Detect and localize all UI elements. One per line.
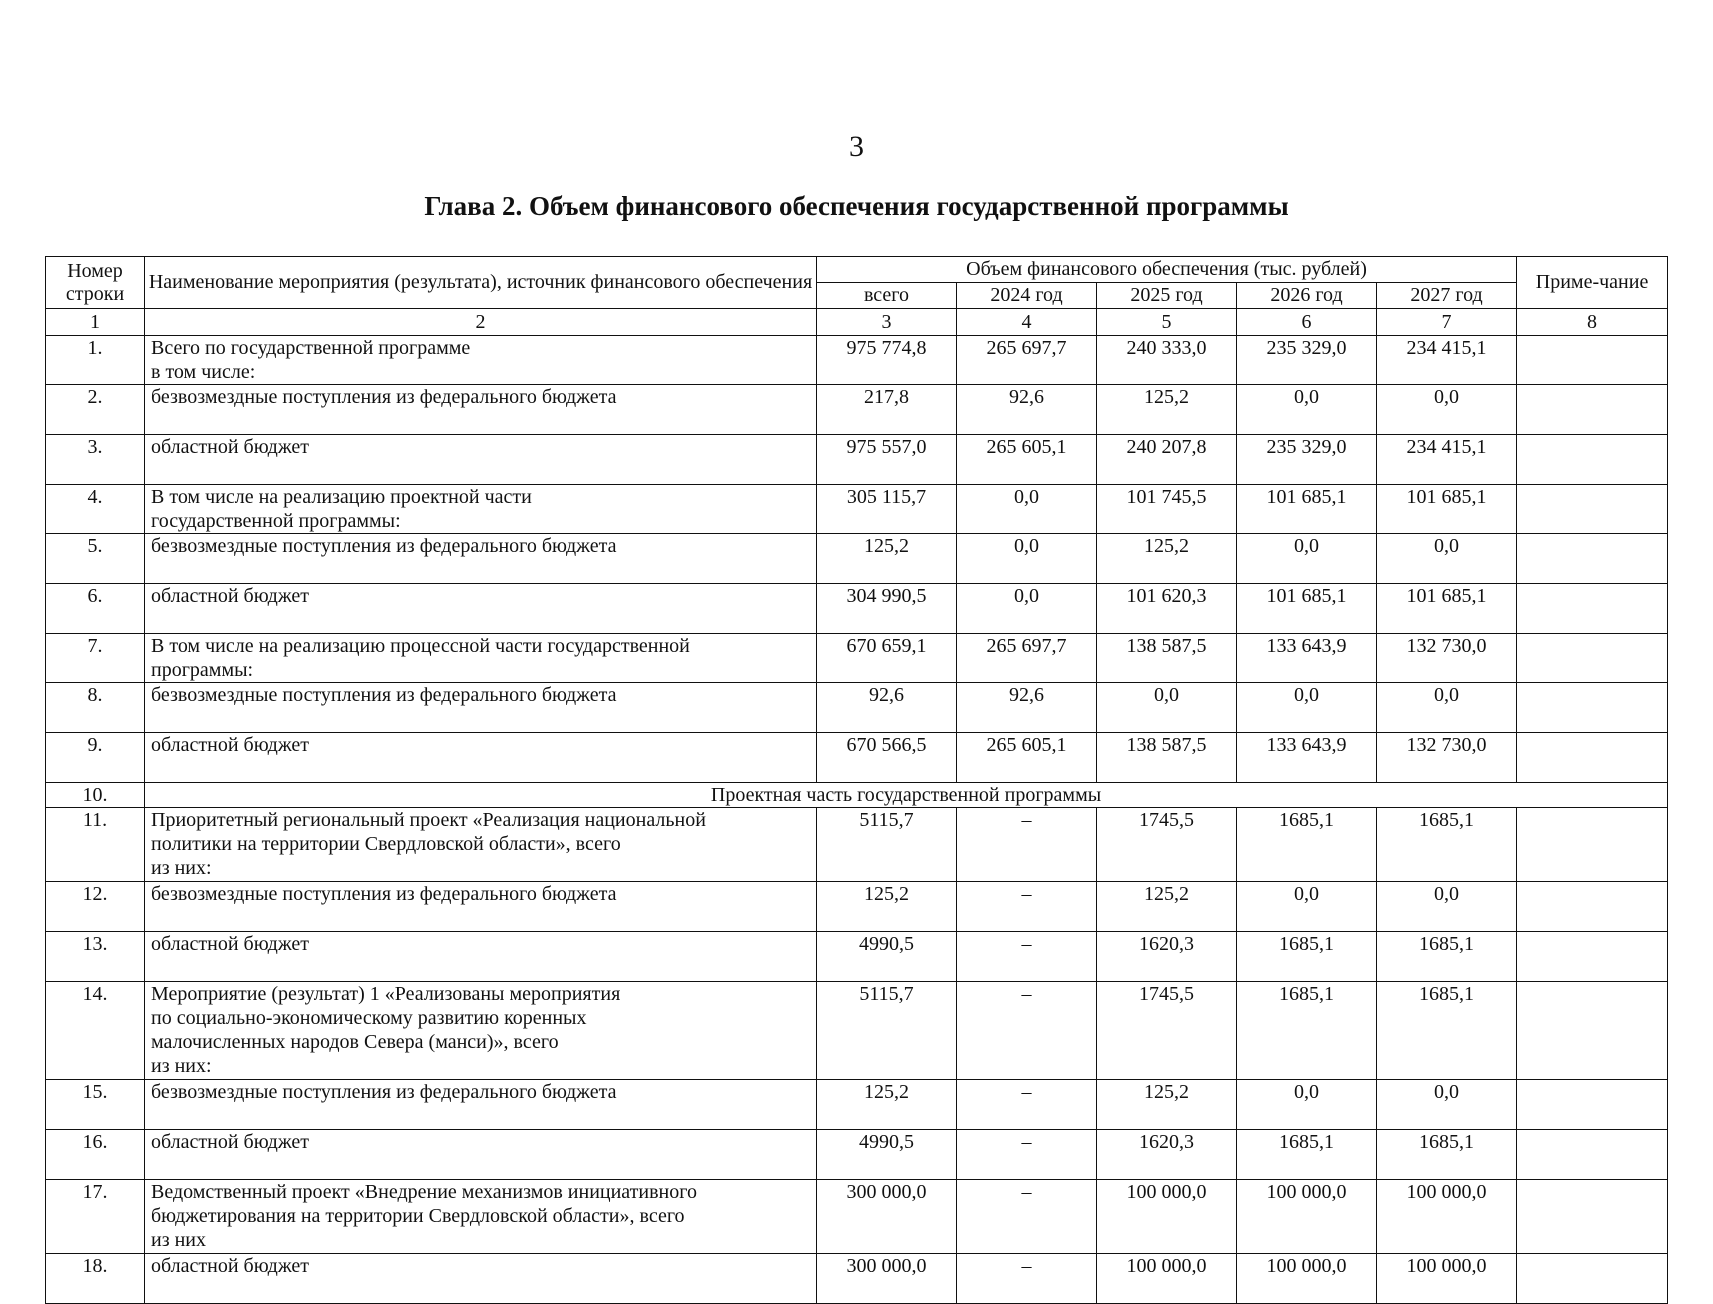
column-number: 4 (957, 309, 1097, 336)
year-2025-cell: 101 745,5 (1097, 485, 1237, 534)
row-number-cell: 17. (46, 1180, 145, 1254)
year-2024-cell: 265 605,1 (957, 435, 1097, 485)
note-cell (1517, 435, 1668, 485)
table-row (46, 534, 1668, 584)
table-row (46, 683, 1668, 733)
year-2025-cell: 240 207,8 (1097, 435, 1237, 485)
year-2024-cell: 92,6 (957, 683, 1097, 733)
year-2025-cell: 1620,3 (1097, 1130, 1237, 1180)
year-2026-cell: 101 685,1 (1237, 485, 1377, 534)
year-2027-cell: 1685,1 (1377, 1130, 1517, 1180)
row-number-cell: 14. (46, 982, 145, 1080)
year-2027-cell: 234 415,1 (1377, 435, 1517, 485)
table-row (46, 932, 1668, 982)
year-2026-cell: 0,0 (1237, 882, 1377, 932)
year-2026-cell: 1685,1 (1237, 982, 1377, 1080)
row-number-cell: 11. (46, 808, 145, 882)
row-number-cell: 8. (46, 683, 145, 733)
table-row (46, 1080, 1668, 1130)
note-cell (1517, 982, 1668, 1080)
table-row (46, 634, 1668, 683)
row-number-cell: 1. (46, 336, 145, 385)
table-row (46, 584, 1668, 634)
year-2027-cell: 100 000,0 (1377, 1180, 1517, 1254)
total-cell: 300 000,0 (817, 1254, 957, 1304)
note-cell (1517, 733, 1668, 783)
column-number: 8 (1517, 309, 1668, 336)
year-2025-cell: 125,2 (1097, 1080, 1237, 1130)
item-name-cell: безвозмездные поступления из федерального бюджета (145, 882, 817, 932)
year-2025-cell: 138 587,5 (1097, 634, 1237, 683)
note-cell (1517, 634, 1668, 683)
table-row (46, 808, 1668, 882)
row-number-cell: 5. (46, 534, 145, 584)
header-year-2024: 2024 год (957, 283, 1097, 309)
table-row (46, 1254, 1668, 1304)
item-name-cell: Всего по государственной программе в том числе: (145, 336, 817, 385)
year-2024-cell: 265 697,7 (957, 336, 1097, 385)
total-cell: 975 557,0 (817, 435, 957, 485)
header-year-2025: 2025 год (1097, 283, 1237, 309)
year-2027-cell: 0,0 (1377, 385, 1517, 435)
financing-table (45, 256, 1668, 1304)
year-2027-cell: 101 685,1 (1377, 584, 1517, 634)
note-cell (1517, 584, 1668, 634)
item-name-cell: безвозмездные поступления из федерального бюджета (145, 683, 817, 733)
year-2024-cell: 265 605,1 (957, 733, 1097, 783)
note-cell (1517, 336, 1668, 385)
year-2025-cell: 125,2 (1097, 882, 1237, 932)
total-cell: 670 659,1 (817, 634, 957, 683)
table-row (46, 1130, 1668, 1180)
year-2026-cell: 100 000,0 (1237, 1180, 1377, 1254)
year-2027-cell: 132 730,0 (1377, 733, 1517, 783)
total-cell: 92,6 (817, 683, 957, 733)
table-header (46, 257, 1668, 309)
year-2027-cell: 100 000,0 (1377, 1254, 1517, 1304)
item-name-cell: Ведомственный проект «Внедрение механизмов инициативного бюджетирования на территории Свердловской области», всего из них (145, 1180, 817, 1254)
total-cell: 304 990,5 (817, 584, 957, 634)
item-name-cell: областной бюджет (145, 1254, 817, 1304)
column-numbers-row (46, 309, 1668, 336)
year-2026-cell: 1685,1 (1237, 808, 1377, 882)
row-number-cell: 18. (46, 1254, 145, 1304)
year-2024-cell: 92,6 (957, 385, 1097, 435)
year-2026-cell: 101 685,1 (1237, 584, 1377, 634)
header-volume: Объем финансового обеспечения (тыс. рублей) (817, 257, 1517, 283)
year-2024-cell: – (957, 808, 1097, 882)
note-cell (1517, 534, 1668, 584)
item-name-cell: В том числе на реализацию проектной части государственной программы: (145, 485, 817, 534)
header-year-2026: 2026 год (1237, 283, 1377, 309)
year-2026-cell: 133 643,9 (1237, 733, 1377, 783)
year-2024-cell: – (957, 1130, 1097, 1180)
item-name-cell: областной бюджет (145, 733, 817, 783)
year-2025-cell: 1745,5 (1097, 808, 1237, 882)
total-cell: 305 115,7 (817, 485, 957, 534)
item-name-cell: безвозмездные поступления из федерального бюджета (145, 534, 817, 584)
year-2026-cell: 0,0 (1237, 1080, 1377, 1130)
item-name-cell: Мероприятие (результат) 1 «Реализованы мероприятия по социально-экономическому развитию коренных малочисленных народов Севера (манси)», всего из них: (145, 982, 817, 1080)
column-number: 2 (145, 309, 817, 336)
table-row (46, 1180, 1668, 1254)
year-2026-cell: 1685,1 (1237, 1130, 1377, 1180)
header-row-number: Номер строки (46, 257, 145, 309)
section-title-cell: Проектная часть государственной программы (145, 783, 1668, 808)
year-2024-cell: 0,0 (957, 584, 1097, 634)
row-number-cell: 9. (46, 733, 145, 783)
note-cell (1517, 385, 1668, 435)
year-2027-cell: 0,0 (1377, 1080, 1517, 1130)
column-number: 3 (817, 309, 957, 336)
header-total: всего (817, 283, 957, 309)
year-2024-cell: – (957, 932, 1097, 982)
item-name-cell: областной бюджет (145, 932, 817, 982)
row-number-cell: 15. (46, 1080, 145, 1130)
year-2025-cell: 0,0 (1097, 683, 1237, 733)
total-cell: 5115,7 (817, 982, 957, 1080)
note-cell (1517, 1080, 1668, 1130)
year-2025-cell: 138 587,5 (1097, 733, 1237, 783)
year-2027-cell: 132 730,0 (1377, 634, 1517, 683)
row-number-cell: 6. (46, 584, 145, 634)
item-name-cell: областной бюджет (145, 435, 817, 485)
total-cell: 4990,5 (817, 932, 957, 982)
year-2025-cell: 100 000,0 (1097, 1254, 1237, 1304)
table-row (46, 385, 1668, 435)
row-number-cell: 4. (46, 485, 145, 534)
table-row (46, 882, 1668, 932)
year-2026-cell: 0,0 (1237, 683, 1377, 733)
row-number-cell: 13. (46, 932, 145, 982)
column-number: 6 (1237, 309, 1377, 336)
item-name-cell: безвозмездные поступления из федерального бюджета (145, 385, 817, 435)
year-2026-cell: 235 329,0 (1237, 435, 1377, 485)
row-number-cell: 16. (46, 1130, 145, 1180)
note-cell (1517, 932, 1668, 982)
year-2026-cell: 235 329,0 (1237, 336, 1377, 385)
row-number-cell: 12. (46, 882, 145, 932)
year-2024-cell: 0,0 (957, 485, 1097, 534)
table-row (46, 435, 1668, 485)
note-cell (1517, 1180, 1668, 1254)
note-cell (1517, 882, 1668, 932)
chapter-heading: Глава 2. Объем финансового обеспечения государственной программы (424, 191, 1289, 221)
row-number-cell: 10. (46, 783, 145, 808)
header-name: Наименование мероприятия (результата), источник финансового обеспечения (145, 257, 817, 309)
table-row (46, 733, 1668, 783)
total-cell: 125,2 (817, 1080, 957, 1130)
page-number: 3 (849, 130, 864, 163)
year-2026-cell: 1685,1 (1237, 932, 1377, 982)
row-number-cell: 3. (46, 435, 145, 485)
year-2026-cell: 0,0 (1237, 385, 1377, 435)
column-number: 5 (1097, 309, 1237, 336)
total-cell: 125,2 (817, 534, 957, 584)
year-2027-cell: 234 415,1 (1377, 336, 1517, 385)
item-name-cell: безвозмездные поступления из федерального бюджета (145, 1080, 817, 1130)
year-2025-cell: 125,2 (1097, 534, 1237, 584)
table-row (46, 336, 1668, 385)
row-number-cell: 7. (46, 634, 145, 683)
year-2025-cell: 1745,5 (1097, 982, 1237, 1080)
year-2024-cell: – (957, 1254, 1097, 1304)
note-cell (1517, 1254, 1668, 1304)
total-cell: 300 000,0 (817, 1180, 957, 1254)
year-2024-cell: – (957, 982, 1097, 1080)
year-2024-cell: – (957, 1180, 1097, 1254)
year-2027-cell: 0,0 (1377, 882, 1517, 932)
note-cell (1517, 1130, 1668, 1180)
year-2027-cell: 0,0 (1377, 534, 1517, 584)
year-2027-cell: 1685,1 (1377, 808, 1517, 882)
item-name-cell: В том числе на реализацию процессной части государственной программы: (145, 634, 817, 683)
year-2024-cell: 265 697,7 (957, 634, 1097, 683)
total-cell: 975 774,8 (817, 336, 957, 385)
year-2027-cell: 101 685,1 (1377, 485, 1517, 534)
year-2027-cell: 1685,1 (1377, 932, 1517, 982)
total-cell: 125,2 (817, 882, 957, 932)
total-cell: 217,8 (817, 385, 957, 435)
year-2026-cell: 100 000,0 (1237, 1254, 1377, 1304)
year-2024-cell: 0,0 (957, 534, 1097, 584)
item-name-cell: областной бюджет (145, 584, 817, 634)
header-year-2027: 2027 год (1377, 283, 1517, 309)
table-body (46, 309, 1668, 1304)
total-cell: 4990,5 (817, 1130, 957, 1180)
year-2025-cell: 240 333,0 (1097, 336, 1237, 385)
table-row (46, 982, 1668, 1080)
column-number: 1 (46, 309, 145, 336)
total-cell: 670 566,5 (817, 733, 957, 783)
table-row (46, 783, 1668, 808)
year-2027-cell: 0,0 (1377, 683, 1517, 733)
total-cell: 5115,7 (817, 808, 957, 882)
year-2027-cell: 1685,1 (1377, 982, 1517, 1080)
row-number-cell: 2. (46, 385, 145, 435)
year-2025-cell: 1620,3 (1097, 932, 1237, 982)
year-2025-cell: 101 620,3 (1097, 584, 1237, 634)
year-2026-cell: 0,0 (1237, 534, 1377, 584)
year-2024-cell: – (957, 882, 1097, 932)
year-2025-cell: 100 000,0 (1097, 1180, 1237, 1254)
column-number: 7 (1377, 309, 1517, 336)
table-row (46, 485, 1668, 534)
note-cell (1517, 683, 1668, 733)
year-2024-cell: – (957, 1080, 1097, 1130)
year-2026-cell: 133 643,9 (1237, 634, 1377, 683)
note-cell (1517, 808, 1668, 882)
note-cell (1517, 485, 1668, 534)
item-name-cell: областной бюджет (145, 1130, 817, 1180)
item-name-cell: Приоритетный региональный проект «Реализация национальной политики на территории Свердловской области», всего из них: (145, 808, 817, 882)
year-2025-cell: 125,2 (1097, 385, 1237, 435)
header-note: Приме-чание (1517, 257, 1668, 309)
